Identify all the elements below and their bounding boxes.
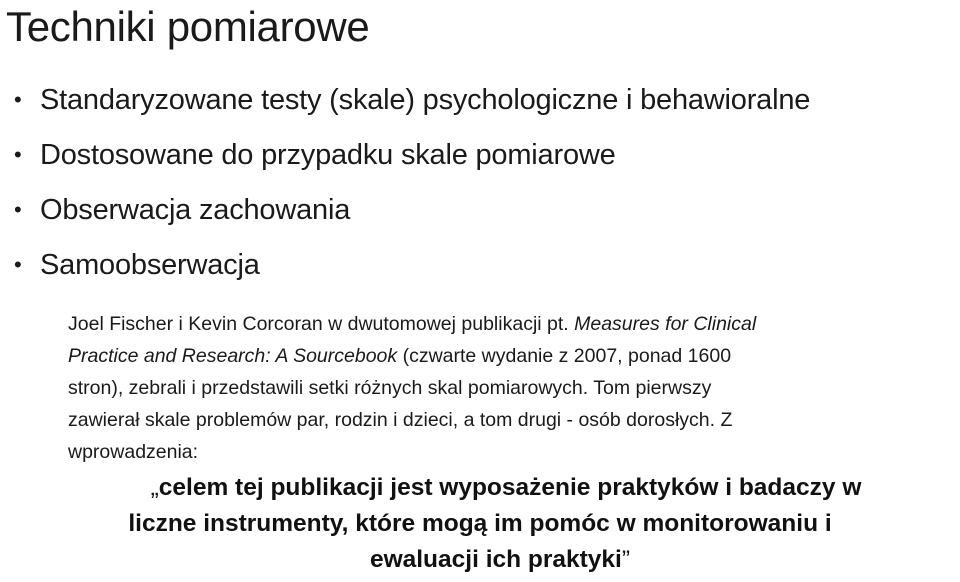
quote-text: celem tej publikacji jest wyposażenie praktyków i badaczy w [158, 474, 862, 501]
bullet-list [14, 72, 810, 292]
bullet-dot-icon: • [14, 86, 22, 112]
citation-paragraph [68, 308, 948, 468]
paragraph-text: Joel Fischer i Kevin Corcoran w dwutomowej publikacji pt. [68, 313, 575, 335]
paragraph-line [68, 340, 948, 372]
book-title-text: Practice and Research: A Sourcebook [68, 345, 398, 367]
bullet-text: Samoobserwacja [40, 248, 260, 281]
bullet-item [14, 182, 810, 237]
bullet-dot-icon: • [14, 251, 22, 277]
quote-text: ewaluacji ich praktyki [369, 546, 622, 573]
bullet-text: Standaryzowane testy (skale) psychologiczne i behawioralne [40, 83, 811, 116]
bullet-text: Dostosowane do przypadku skale pomiarowe [40, 138, 616, 171]
paragraph-line: zawierał skale problemów par, rodzin i dzieci, a tom drugi - osób dorosłych. Z [68, 409, 733, 431]
bullet-item [14, 72, 810, 127]
close-quote-mark: ” [621, 546, 631, 573]
slide-title: Techniki pomiarowe [6, 3, 370, 50]
paragraph-line: wprowadzenia: [68, 441, 199, 463]
paragraph-text: (czwarte wydanie z 2007, ponad 1600 [397, 345, 732, 367]
bullet-item [14, 237, 810, 292]
quote-line: liczne instrumenty, które mogą im pomóc w monitorowaniu i [128, 510, 832, 537]
paragraph-line [68, 308, 948, 340]
quote-line [0, 470, 960, 506]
book-title-text: Measures for Clinical [574, 313, 757, 335]
highlight-quote [0, 470, 960, 578]
quote-line [0, 542, 960, 578]
bullet-dot-icon: • [14, 141, 22, 167]
bullet-dot-icon: • [14, 196, 22, 222]
paragraph-line: stron), zebrali i przedstawili setki różnych skal pomiarowych. Tom pierwszy [68, 377, 712, 399]
bullet-item [14, 127, 810, 182]
open-quote-mark: „ [150, 474, 159, 501]
bullet-text: Obserwacja zachowania [40, 193, 351, 226]
